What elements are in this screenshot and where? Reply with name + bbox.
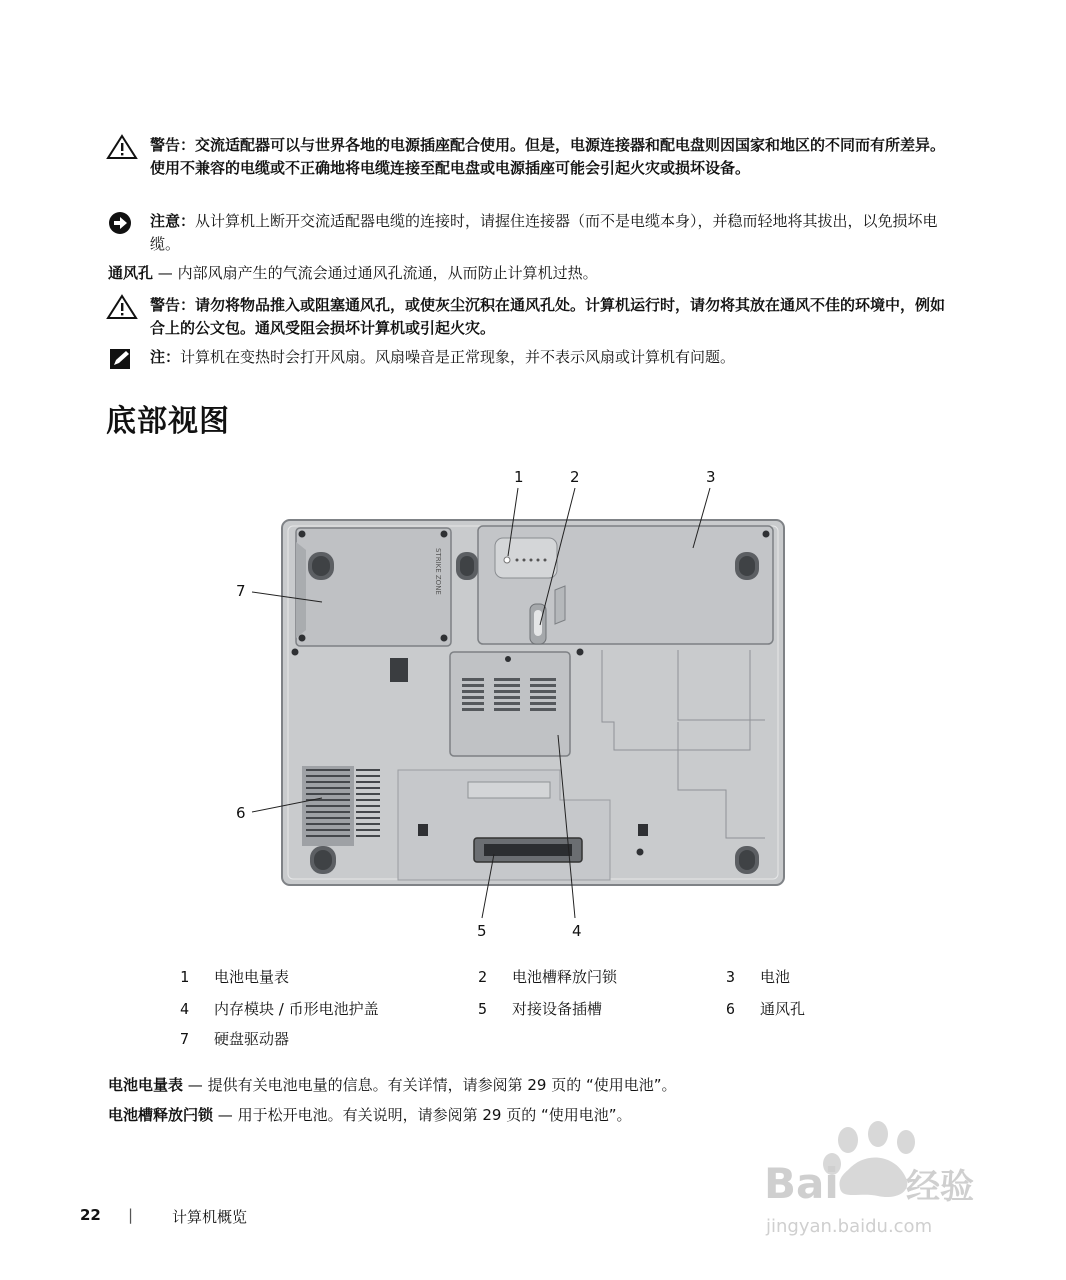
legend-item: 3 电池 (726, 968, 791, 986)
battery-latch-paragraph: 电池槽释放闩锁 — 用于松开电池。有关说明，请参阅第 29 页的 “使用电池”。 (108, 1106, 632, 1124)
note-pencil-icon (106, 346, 138, 372)
laptop-bottom-view-figure (230, 460, 830, 945)
callout-3: 3 (706, 468, 716, 486)
legend-item: 6 通风孔 (726, 1000, 806, 1018)
callout-5: 5 (477, 922, 487, 940)
svg-text:经验: 经验 (906, 1167, 974, 1207)
warning-block-2 (108, 294, 958, 340)
watermark-url: jingyan.baidu.com (766, 1216, 933, 1237)
legend-item: 1 电池电量表 (180, 968, 290, 986)
strike-zone-label: STRIKE ZONE (434, 548, 442, 595)
warning-triangle-icon (106, 294, 138, 320)
note-block-1 (108, 346, 958, 369)
warning-triangle-icon (106, 134, 138, 160)
baidu-watermark (756, 1120, 1006, 1240)
legend-item: 4 内存模块 / 币形电池护盖 (180, 1000, 379, 1018)
vent-paragraph: 通风孔 — 内部风扇产生的气流会通过通风孔流通，从而防止计算机过热。 (108, 264, 598, 282)
callout-7: 7 (236, 582, 246, 600)
callout-1: 1 (514, 468, 524, 486)
svg-text:Bai: Bai (764, 1159, 839, 1208)
chapter-title: 计算机概览 (172, 1208, 248, 1226)
warning-block-1 (108, 134, 958, 180)
notice-text-1: 注意：从计算机上断开交流适配器电缆的连接时，请握住连接器（而不是电缆本身），并稳而轻地将其拔出，以免损坏电缆。 (150, 212, 938, 253)
warning-text-1: 警告：交流适配器可以与世界各地的电源插座配合使用。但是，电源连接器和配电盘则因国家和地区的不同而有所差异。使用不兼容的电缆或不正确地将电缆连接至配电盘或电源插座可能会引起火灾或损坏设备。 (150, 136, 946, 177)
section-title: 底部视图 (106, 404, 230, 439)
callout-6: 6 (236, 804, 246, 822)
page-number: 22 (80, 1206, 101, 1224)
notice-block-1 (108, 210, 958, 256)
note-text-1: 注：计算机在变热时会打开风扇。风扇噪音是正常现象，并不表示风扇或计算机有问题。 (150, 348, 736, 366)
notice-arrow-icon (106, 210, 138, 236)
legend-item: 5 对接设备插槽 (478, 1000, 603, 1018)
warning-text-2: 警告：请勿将物品推入或阻塞通风孔，或使灰尘沉积在通风孔处。计算机运行时，请勿将其放在通风不佳的环境中，例如合上的公文包。通风受阻会损坏计算机或引起火灾。 (150, 296, 946, 337)
legend-item: 2 电池槽释放闩锁 (478, 968, 618, 986)
battery-gauge-paragraph: 电池电量表 — 提供有关电池电量的信息。有关详情，请参阅第 29 页的 “使用电池”。 (108, 1076, 677, 1094)
legend-item: 7 硬盘驱动器 (180, 1030, 290, 1048)
baidu-paw-logo (756, 1120, 1006, 1240)
hard-drive-bay (296, 528, 451, 646)
footer-separator: | (128, 1206, 134, 1224)
callout-4: 4 (572, 922, 582, 940)
callout-2: 2 (570, 468, 580, 486)
